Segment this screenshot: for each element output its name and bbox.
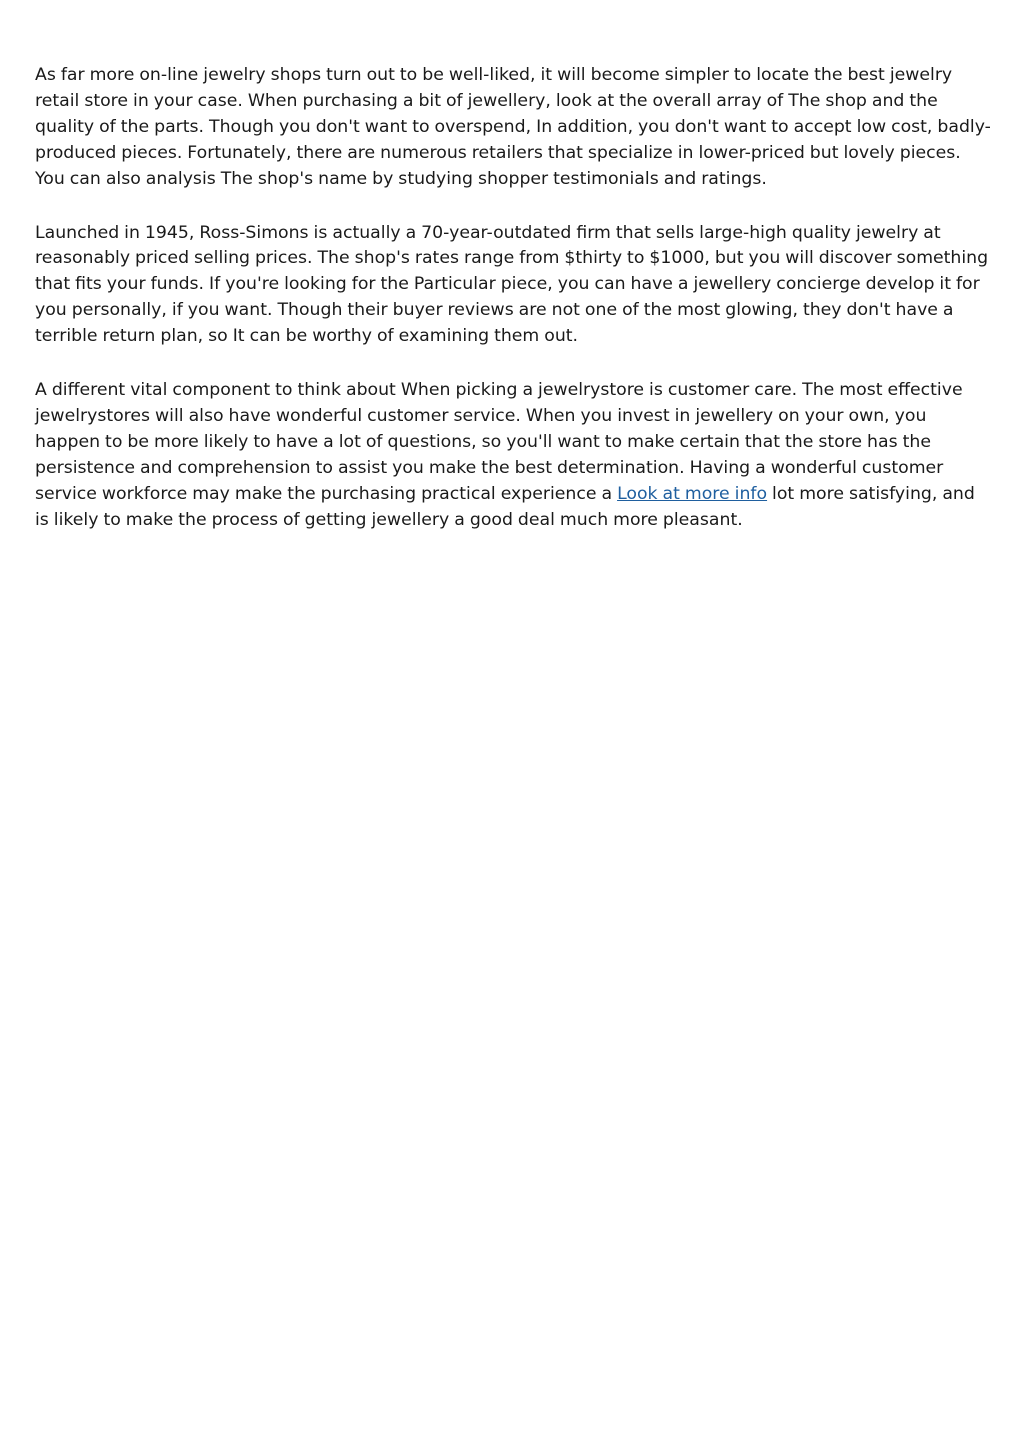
paragraph-online-jewelry-shops: As far more on-line jewelry shops turn out to be well-liked, it will become simpler to locate the best jewelry retail store in your case. When purchasing a bit of jewellery, look at the overall array of The shop and the quality of the parts. Though you don't want to overspend, In addition, you don't want to accept low cost, badly-produced pieces. Fortunately, there are numerous retailers that specialize in lower-priced but lovely pieces. You can also analysis The shop's name by studying shopper testimonials and ratings. xyxy=(35,65,991,189)
paragraph-text-after-link: lot more satisfying, and is likely to make the process of getting jewellery a good deal much more pleasant. xyxy=(35,483,975,530)
look-at-more-info-link[interactable]: Look at more info xyxy=(617,483,768,504)
paragraph-text-before-link: A different vital component to think about When picking a jewelrystore is customer care. The most effective jewelrystores will also have wonderful customer service. When you invest in jewellery on your own, you happen to be more likely to have a lot of questions, so you'll want to make certain that the store has the persistence and comprehension to assist you make the best determination. Having a wonderful customer service workforce may make the purchasing practical experience a xyxy=(35,380,963,504)
document-page xyxy=(35,63,993,562)
paragraph-ross-simons: Launched in 1945, Ross-Simons is actually a 70-year-outdated firm that sells large-high quality jewelry at reasonably priced selling prices. The shop's rates range from $thirty to $1000, but you will discover something that fits your funds. If you're looking for the Particular piece, you can have a jewellery concierge develop it for you personally, if you want. Though their buyer reviews are not one of the most glowing, they don't have a terrible return plan, so It can be worthy of examining them out. xyxy=(35,222,989,347)
paragraph-customer-care xyxy=(35,378,993,533)
